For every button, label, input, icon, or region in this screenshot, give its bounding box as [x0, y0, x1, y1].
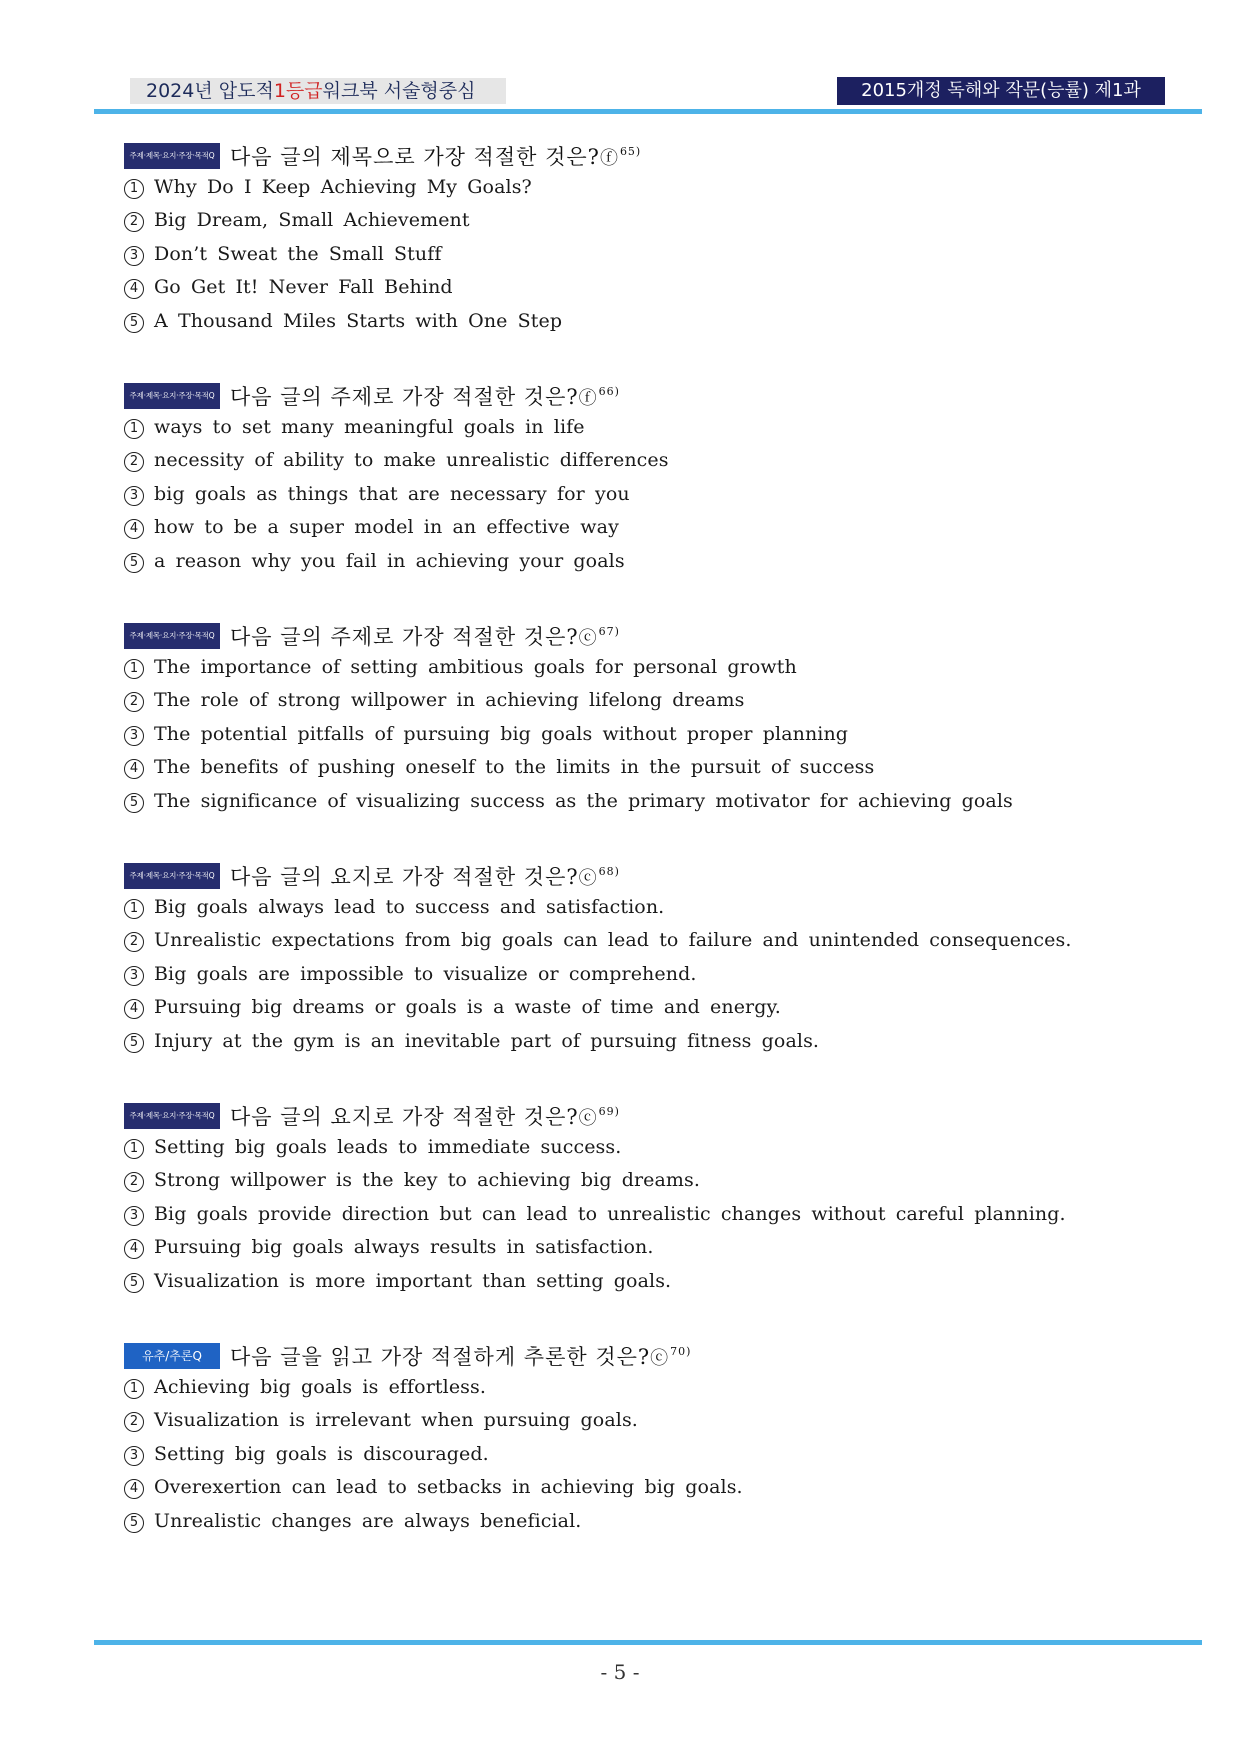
answer-option[interactable]: 1 Setting big goals leads to immediate success. [124, 1131, 1124, 1164]
answer-option[interactable]: 1 The importance of setting ambitious goals for personal growth [124, 651, 1124, 684]
answer-option[interactable]: 1 ways to set many meaningful goals in life [124, 411, 1124, 444]
difficulty-symbol: ⓒ [650, 1348, 670, 1369]
answer-option[interactable]: 4 Pursuing big goals always results in satisfaction. [124, 1231, 1124, 1264]
footnote-number: 69) [598, 1105, 620, 1118]
workbook-title [130, 78, 506, 104]
question-type-tag: 주제·제목·요지·주장·목적Q [124, 383, 220, 409]
question-header [124, 621, 1124, 651]
answer-option[interactable]: 5 Visualization is more important than setting goals. [124, 1265, 1124, 1298]
answer-options [124, 651, 1124, 818]
difficulty-symbol: ⓕ [599, 148, 619, 169]
difficulty-symbol: ⓒ [578, 1108, 598, 1129]
course-lesson-label: 2015개정 독해와 작문(능률) 제1과 [837, 77, 1165, 105]
difficulty-symbol: ⓕ [578, 388, 598, 409]
title-part-grade: 1등급 [273, 80, 323, 102]
question-title: 다음 글의 주제로 가장 적절한 것은?ⓕ$^{66)}$ [230, 385, 620, 409]
answer-option[interactable]: 5 a reason why you fail in achieving your goals [124, 545, 1124, 578]
question-title: 다음 글의 요지로 가장 적절한 것은?ⓒ$^{69)}$ [230, 1105, 620, 1129]
page-number: - 5 - [600, 1660, 640, 1684]
footnote-number: 65) [619, 145, 642, 158]
answer-option[interactable]: 2 Big Dream, Small Achievement [124, 204, 1124, 237]
title-part-series: 워크북 서술형중심 [322, 80, 476, 102]
question-type-tag: 주제·제목·요지·주장·목적Q [124, 1103, 220, 1129]
footnote-number: 66) [598, 385, 620, 398]
question-65 [124, 141, 1124, 338]
answer-option[interactable]: 4 The benefits of pushing oneself to the limits in the pursuit of success [124, 751, 1124, 784]
header-divider [94, 109, 1202, 114]
question-title: 다음 글을 읽고 가장 적절하게 추론한 것은?ⓒ$^{70)}$ [230, 1345, 692, 1369]
question-header [124, 1101, 1124, 1131]
footnote-number: 67) [598, 625, 620, 638]
answer-options [124, 171, 1124, 338]
question-66 [124, 381, 1124, 578]
question-header [124, 1341, 1124, 1371]
title-part-year: 2024년 압도적 [146, 80, 274, 102]
question-type-tag: 주제·제목·요지·주장·목적Q [124, 623, 220, 649]
footnote-number: 68) [598, 865, 620, 878]
answer-option[interactable]: 2 Visualization is irrelevant when pursuing goals. [124, 1404, 1124, 1437]
difficulty-symbol: ⓒ [578, 628, 598, 649]
question-type-tag: 유추/추론Q [124, 1343, 220, 1369]
question-69 [124, 1101, 1124, 1298]
answer-option[interactable]: 3 Setting big goals is discouraged. [124, 1438, 1124, 1471]
answer-option[interactable]: 5 Injury at the gym is an inevitable part of pursuing fitness goals. [124, 1025, 1124, 1058]
answer-option[interactable]: 3 Big goals are impossible to visualize or comprehend. [124, 958, 1124, 991]
difficulty-symbol: ⓒ [578, 868, 598, 889]
answer-option[interactable]: 3 big goals as things that are necessary for you [124, 478, 1124, 511]
footer-divider [94, 1640, 1202, 1645]
answer-option[interactable]: 2 Unrealistic expectations from big goals can lead to failure and unintended consequences. [124, 924, 1124, 957]
question-70 [124, 1341, 1124, 1538]
footnote-number: 70) [670, 1345, 692, 1358]
answer-option[interactable]: 3 Big goals provide direction but can lead to unrealistic changes without careful planning. [124, 1198, 1124, 1231]
answer-option[interactable]: 1 Big goals always lead to success and satisfaction. [124, 891, 1124, 924]
answer-option[interactable]: 4 Go Get It! Never Fall Behind [124, 271, 1124, 304]
question-header [124, 861, 1124, 891]
question-68 [124, 861, 1124, 1058]
answer-option[interactable]: 2 Strong willpower is the key to achieving big dreams. [124, 1164, 1124, 1197]
question-type-tag: 주제·제목·요지·주장·목적Q [124, 863, 220, 889]
question-header [124, 141, 1124, 171]
question-title: 다음 글의 주제로 가장 적절한 것은?ⓒ$^{67)}$ [230, 625, 620, 649]
answer-option[interactable]: 1 Achieving big goals is effortless. [124, 1371, 1124, 1404]
answer-option[interactable]: 4 Overexertion can lead to setbacks in achieving big goals. [124, 1471, 1124, 1504]
answer-option[interactable]: 4 Pursuing big dreams or goals is a waste of time and energy. [124, 991, 1124, 1024]
answer-options [124, 1131, 1124, 1298]
answer-option[interactable]: 3 Don’t Sweat the Small Stuff [124, 238, 1124, 271]
answer-option[interactable]: 4 how to be a super model in an effective way [124, 511, 1124, 544]
answer-options [124, 1371, 1124, 1538]
answer-option[interactable]: 2 The role of strong willpower in achieving lifelong dreams [124, 684, 1124, 717]
answer-option[interactable]: 5 The significance of visualizing success as the primary motivator for achieving goals [124, 785, 1124, 818]
question-title: 다음 글의 요지로 가장 적절한 것은?ⓒ$^{68)}$ [230, 865, 620, 889]
question-title: 다음 글의 제목으로 가장 적절한 것은?ⓕ$^{65)}$ [230, 145, 642, 169]
question-type-tag: 주제·제목·요지·주장·목적Q [124, 143, 220, 169]
answer-option[interactable]: 3 The potential pitfalls of pursuing big goals without proper planning [124, 718, 1124, 751]
answer-options [124, 891, 1124, 1058]
answer-option[interactable]: 5 A Thousand Miles Starts with One Step [124, 305, 1124, 338]
answer-option[interactable]: 2 necessity of ability to make unrealistic differences [124, 444, 1124, 477]
question-67 [124, 621, 1124, 818]
answer-option[interactable]: 5 Unrealistic changes are always beneficial. [124, 1505, 1124, 1538]
question-header [124, 381, 1124, 411]
answer-option[interactable]: 1 Why Do I Keep Achieving My Goals? [124, 171, 1124, 204]
answer-options [124, 411, 1124, 578]
